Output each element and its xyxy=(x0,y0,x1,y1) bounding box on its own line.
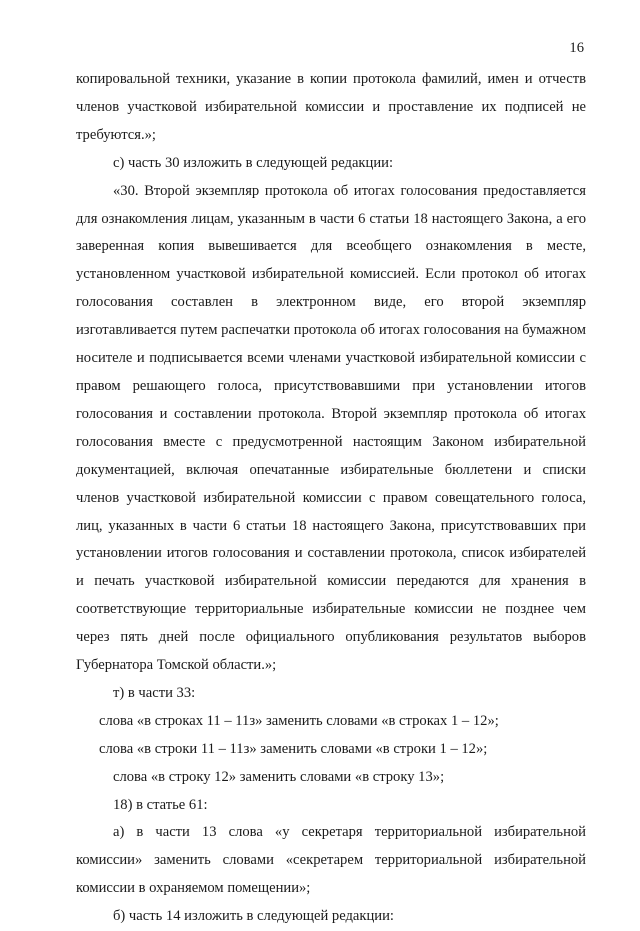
paragraph-item-a: а) в части 13 слова «у секретаря территориальной избирательной комиссии» заменить словами «секретарем территориальной избирательной комиссии в охраняемом помещении»; xyxy=(76,824,586,897)
paragraph-item-t: т) в части 33: xyxy=(113,684,196,701)
paragraph-words-into-rows: слова «в строки 11 – 11з» заменить словами «в строки 1 – 12»; xyxy=(99,740,488,757)
paragraph-part-30: «30. Второй экземпляр протокола об итогах голосования предоставляется для ознакомления лицам, указанным в части 6 статьи 18 настоящего Закона, а его заверенная копия вывешивается для всеобщего ознакомления в месте, установленном участковой избирательной комиссией. Если протокол об итогах голосования составлен в электронном виде, его второй экземпляр изготавливается путем распечатки протокола об итогах голосования на бумажном носителе и подписывается всеми членами участковой избирательной комиссии с правом решающего голоса, присутствовавшими при установлении итогов голосования и составлении протокола. Второй экземпляр протокола об итогах голосования вместе с предусмотренной настоящим Законом избирательной документацией, включая опечатанные избирательные бюллетени и списки членов участковой избирательной комиссии с правом совещательного голоса, лиц, указанных в части 6 статьи 18 настоящего Закона, присутствовавших при установлении итогов голосования и составлении протокола, список избирателей и печать участковой избирательной комиссии передаются для хранения в соответствующие территориальные избирательные комиссии не позднее чем через пять дней после официального опубликования результатов выборов Губернатора Томской области.»; xyxy=(76,182,586,674)
paragraph-words-rows: слова «в строках 11 – 11з» заменить словами «в строках 1 – 12»; xyxy=(99,712,499,729)
document-body xyxy=(76,66,586,931)
paragraph-copy-requirements: копировальной техники, указание в копии протокола фамилий, имен и отчеств членов участковой избирательной комиссии и проставление их подписей не требуются.»; xyxy=(76,71,586,143)
paragraph-item-b: б) часть 14 изложить в следующей редакции: xyxy=(113,908,394,925)
paragraph-words-row-12: слова «в строку 12» заменить словами «в строку 13»; xyxy=(113,768,445,785)
page-number: 16 xyxy=(569,40,584,56)
paragraph-article-61: 18) в статье 61: xyxy=(113,796,208,813)
paragraph-item-s: с) часть 30 изложить в следующей редакции: xyxy=(113,154,394,171)
